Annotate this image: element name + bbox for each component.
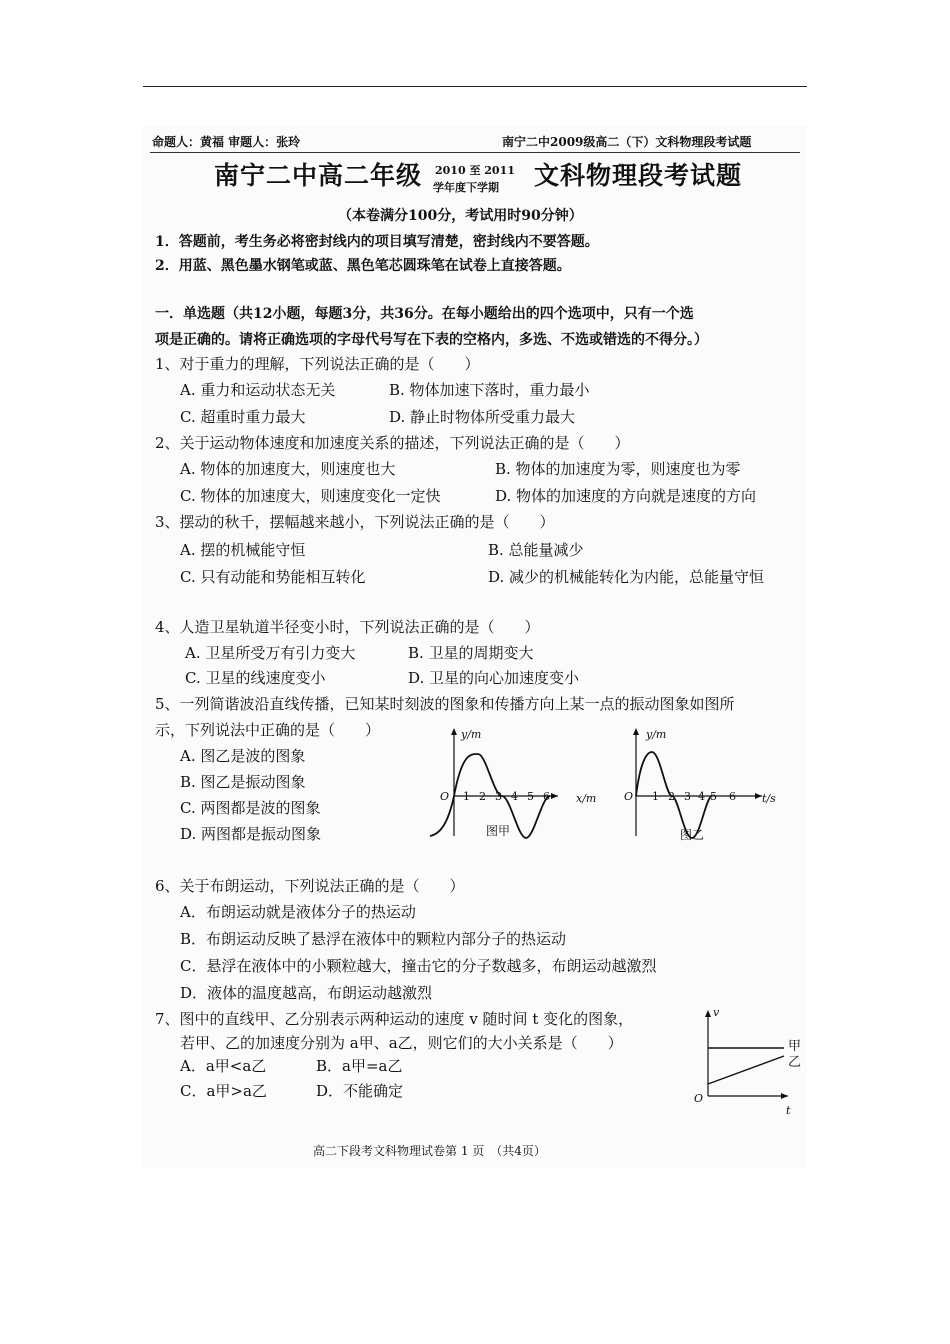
- q4-option-a: A. 卫星所受万有引力变大: [185, 644, 356, 662]
- q3-option-c: C. 只有动能和势能相互转化: [180, 568, 366, 586]
- q7-label-jia: 甲: [788, 1039, 802, 1054]
- q5-wave-caption: 图甲: [486, 824, 511, 838]
- q1-stem: 1、对于重力的理解，下列说法正确的是（ ）: [155, 355, 480, 373]
- q7-stem-line1: 7、图中的直线甲、乙分别表示两种运动的速度 v 随时间 t 变化的图象，: [155, 1010, 634, 1028]
- q7-origin: O: [694, 1092, 704, 1105]
- q5-vibration-tick-1: 1: [652, 790, 659, 803]
- q5-vibration-tick-4: 4: [698, 790, 705, 803]
- q3-option-d: D. 减少的机械能转化为内能，总能量守恒: [488, 568, 765, 586]
- q4-stem: 4、人造卫星轨道半径变小时，下列说法正确的是（ ）: [155, 618, 540, 636]
- q7-stem-line2: 若甲、乙的加速度分别为 a甲、a乙，则它们的大小关系是（ ）: [180, 1034, 623, 1052]
- q5-vibration-tick-6: 6: [729, 790, 736, 803]
- q5-vibration-tick-5: 5: [710, 790, 717, 803]
- q7-label-yi: 乙: [788, 1055, 802, 1070]
- q5-vibration-ylabel: y/m: [646, 728, 667, 741]
- q7-t-label: t: [786, 1104, 791, 1117]
- q2-option-a: A. 物体的加速度大，则速度也大: [180, 460, 396, 478]
- q5-wave-y-arrow: [451, 728, 457, 735]
- q3-stem: 3、摆动的秋千，摆幅越来越小，下列说法正确的是（ ）: [155, 513, 555, 531]
- q4-option-b: B. 卫星的周期变大: [408, 644, 534, 662]
- title-subject: 文科物理段考试题: [534, 161, 743, 190]
- q5-wave-ylabel: y/m: [461, 728, 482, 741]
- q5-option-a: A. 图乙是波的图象: [180, 747, 306, 765]
- title-term: 学年度下学期: [433, 181, 499, 194]
- header-exam-name: 南宁二中2009级高二（下）文科物理段考试题: [502, 135, 752, 149]
- q5-option-c: C. 两图都是波的图象: [180, 799, 321, 817]
- q7-v-arrow: [705, 1010, 711, 1017]
- q2-option-d: D. 物体的加速度的方向就是速度的方向: [495, 487, 757, 505]
- q5-wave-tick-6: 6: [543, 790, 550, 803]
- note-2: 2．用蓝、黑色墨水钢笔或蓝、黑色笔芯圆珠笔在试卷上直接答题。: [155, 258, 571, 274]
- q5-option-d: D. 两图都是振动图象: [180, 825, 322, 843]
- q5-stem-line2: 示，下列说法中正确的是（ ）: [155, 721, 381, 739]
- q2-option-c: C. 物体的加速度大，则速度变化一定快: [180, 487, 441, 505]
- q7-v-label: v: [713, 1006, 720, 1019]
- q5-wave-x-arrow: [551, 793, 558, 799]
- q5-wave-origin: O: [440, 790, 450, 803]
- q5-wave-tick-4: 4: [511, 790, 518, 803]
- q5-wave-tick-3: 3: [495, 790, 502, 803]
- q5-wave-tick-1: 1: [463, 790, 470, 803]
- section-heading-line2: 项是正确的。请将正确选项的字母代号写在下表的空格内，多选、不选或错选的不得分。）: [155, 332, 708, 348]
- q5-vibration-y-arrow: [633, 728, 639, 735]
- q2-stem: 2、关于运动物体速度和加速度关系的描述，下列说法正确的是（ ）: [155, 434, 630, 452]
- q5-wave-tick-2: 2: [479, 790, 486, 803]
- q5-option-b: B. 图乙是振动图象: [180, 773, 306, 791]
- q6-option-c: C．悬浮在液体中的小颗粒越大，撞击它的分子数越多，布朗运动越激烈: [180, 957, 657, 975]
- q1-option-b: B. 物体加速下落时，重力最小: [389, 381, 590, 399]
- q4-option-c: C. 卫星的线速度变小: [185, 669, 326, 687]
- title-school: 南宁二中高二年级: [214, 161, 423, 190]
- q5-vibration-caption: 图乙: [680, 828, 705, 842]
- q7-line-yi: [708, 1056, 784, 1084]
- q5-vibration-x-arrow: [755, 793, 762, 799]
- q6-option-b: B．布朗运动反映了悬浮在液体中的颗粒内部分子的热运动: [180, 930, 567, 948]
- q7-option-d: D．不能确定: [316, 1082, 404, 1100]
- header-divider: [150, 152, 800, 153]
- q5-stem-line1: 5、一列简谐波沿直线传播，已知某时刻波的图象和传播方向上某一点的振动图象如图所: [155, 695, 735, 713]
- q5-vibration-tick-2: 2: [668, 790, 675, 803]
- q6-stem: 6、关于布朗运动，下列说法正确的是（ ）: [155, 877, 465, 895]
- page-footer: 高二下段考文科物理试卷第 1 页 （共4页）: [313, 1144, 546, 1158]
- q5-vibration-origin: O: [624, 790, 634, 803]
- q5-wave-tick-5: 5: [527, 790, 534, 803]
- q4-option-d: D. 卫星的向心加速度变小: [408, 669, 580, 687]
- q3-option-a: A. 摆的机械能守恒: [180, 541, 306, 559]
- q3-option-b: B. 总能量减少: [488, 541, 584, 559]
- header-authors: 命题人：黄福 审题人：张玲: [152, 135, 301, 149]
- q1-option-c: C. 超重时重力最大: [180, 408, 306, 426]
- title-subtitle: （本卷满分100分，考试用时90分钟）: [338, 208, 583, 224]
- section-heading-line1: 一．单选题（共12小题，每题3分，共36分。在每小题给出的四个选项中，只有一个选: [155, 306, 694, 322]
- q7-t-arrow: [781, 1093, 788, 1099]
- q1-option-d: D. 静止时物体所受重力最大: [389, 408, 576, 426]
- q7-option-a: A．a甲<a乙: [180, 1057, 267, 1075]
- q1-option-a: A. 重力和运动状态无关: [180, 381, 336, 399]
- q2-option-b: B. 物体的加速度为零，则速度也为零: [495, 460, 741, 478]
- q7-option-b: B．a甲=a乙: [316, 1057, 403, 1075]
- q5-vibration-xlabel: t/s: [762, 792, 776, 805]
- q6-option-a: A．布朗运动就是液体分子的热运动: [180, 903, 416, 921]
- q7-option-c: C．a甲>a乙: [180, 1082, 267, 1100]
- top-rule: [143, 86, 807, 87]
- q5-wave-xlabel: x/m: [576, 792, 597, 805]
- note-1: 1．答题前，考生务必将密封线内的项目填写清楚，密封线内不要答题。: [155, 234, 599, 250]
- q6-option-d: D．液体的温度越高，布朗运动越激烈: [180, 984, 433, 1002]
- title-years: 2010 至 2011: [435, 164, 515, 177]
- q5-vibration-tick-3: 3: [684, 790, 691, 803]
